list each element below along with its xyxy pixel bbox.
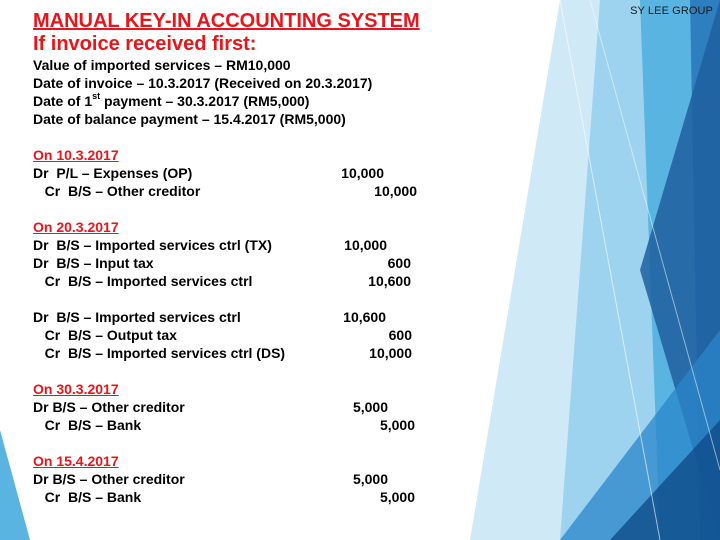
journal-amount: 600 [388, 327, 412, 343]
journal-line: Cr B/S – Imported services ctrl [33, 273, 253, 289]
fact-invoice-date: Date of invoice – 10.3.2017 (Received on 20.3.2017) [33, 75, 373, 91]
page-title: MANUAL KEY-IN ACCOUNTING SYSTEM [33, 10, 420, 32]
journal-line: Dr B/S – Other creditor [33, 399, 185, 415]
journal-amount: 10,000 [341, 165, 384, 181]
fact-first-payment-sup: st [92, 91, 101, 101]
journal-amount: 5,000 [352, 471, 388, 487]
journal-amount: 5,000 [379, 417, 415, 433]
journal-line: Dr B/S – Input tax [33, 255, 154, 271]
journal-line: Cr B/S – Other creditor [33, 183, 201, 199]
fact-first-payment-post: payment – 30.3.2017 (RM5,000) [100, 93, 310, 109]
journal-amount: 600 [387, 255, 411, 271]
entry-date-heading: On 10.3.2017 [33, 147, 119, 163]
journal-line: Cr B/S – Bank [33, 489, 142, 505]
journal-line: Dr B/S – Other creditor [33, 471, 185, 487]
journal-amount: 5,000 [379, 489, 415, 505]
brand-label: SY LEE GROUP [630, 5, 713, 17]
journal-amount: 10,000 [344, 237, 387, 253]
journal-line: Dr B/S – Imported services ctrl [33, 309, 241, 325]
journal-line: Cr B/S – Output tax [33, 327, 177, 343]
entry-date-heading: On 30.3.2017 [33, 381, 119, 397]
journal-amount: 10,600 [368, 273, 411, 289]
journal-line: Cr B/S – Bank [33, 417, 142, 433]
fact-first-payment-pre: Date of 1 [33, 93, 93, 109]
fact-balance-payment: Date of balance payment – 15.4.2017 (RM5,000) [33, 111, 346, 127]
fact-value: Value of imported services – RM10,000 [33, 57, 291, 73]
journal-line: Cr B/S – Imported services ctrl (DS) [33, 345, 286, 361]
entry-date-heading: On 15.4.2017 [33, 453, 119, 469]
journal-amount: 10,000 [374, 183, 417, 199]
journal-line: Dr P/L – Expenses (OP) [33, 165, 193, 181]
fact-first-payment [33, 93, 309, 109]
entry-date-heading: On 20.3.2017 [33, 219, 119, 235]
journal-amount: 10,600 [343, 309, 386, 325]
page-subtitle: If invoice received first: [33, 33, 257, 55]
journal-line: Dr B/S – Imported services ctrl (TX) [33, 237, 272, 253]
journal-amount: 10,000 [369, 345, 412, 361]
journal-amount: 5,000 [352, 399, 388, 415]
